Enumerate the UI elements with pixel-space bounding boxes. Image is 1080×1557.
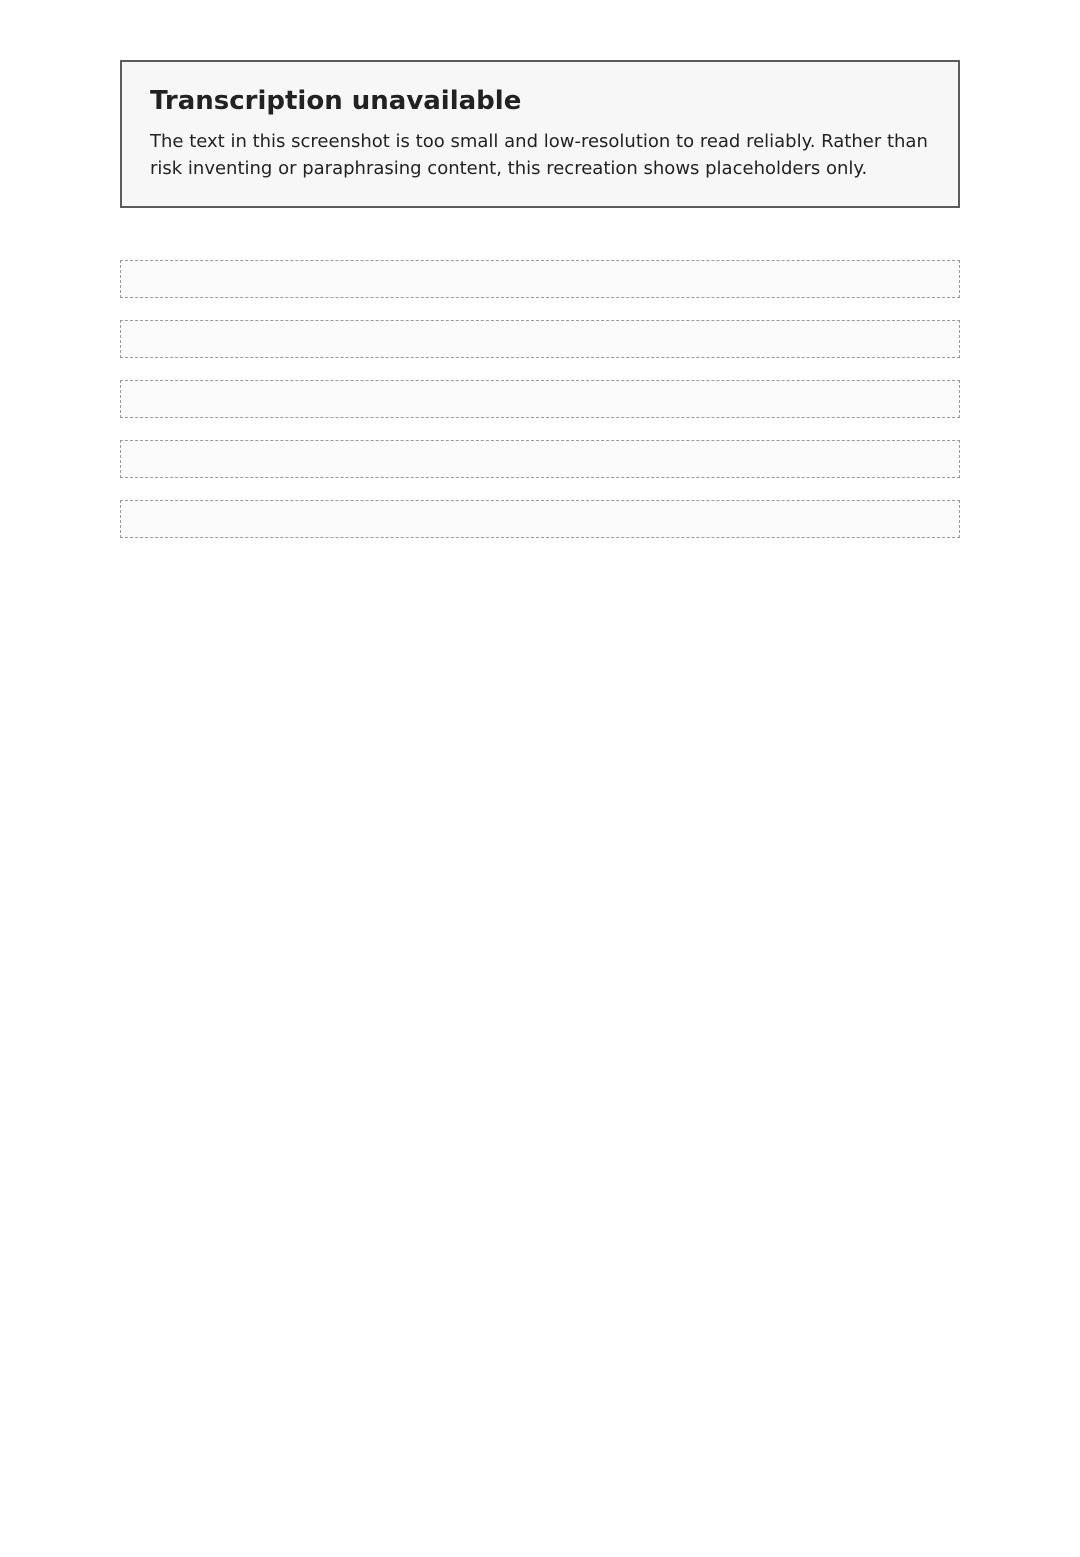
notice-title: Transcription unavailable [150,86,522,116]
placeholder-row [120,260,960,298]
notice-message: The text in this screenshot is too small and low-resolution to read reliably. Rather than risk inventing or paraphrasing content, this recreation shows placeholders only. [150,131,928,179]
placeholder-row [120,320,960,358]
transcription-notice [120,60,960,208]
placeholder-row [120,500,960,538]
placeholder-row [120,380,960,418]
placeholder-row [120,440,960,478]
